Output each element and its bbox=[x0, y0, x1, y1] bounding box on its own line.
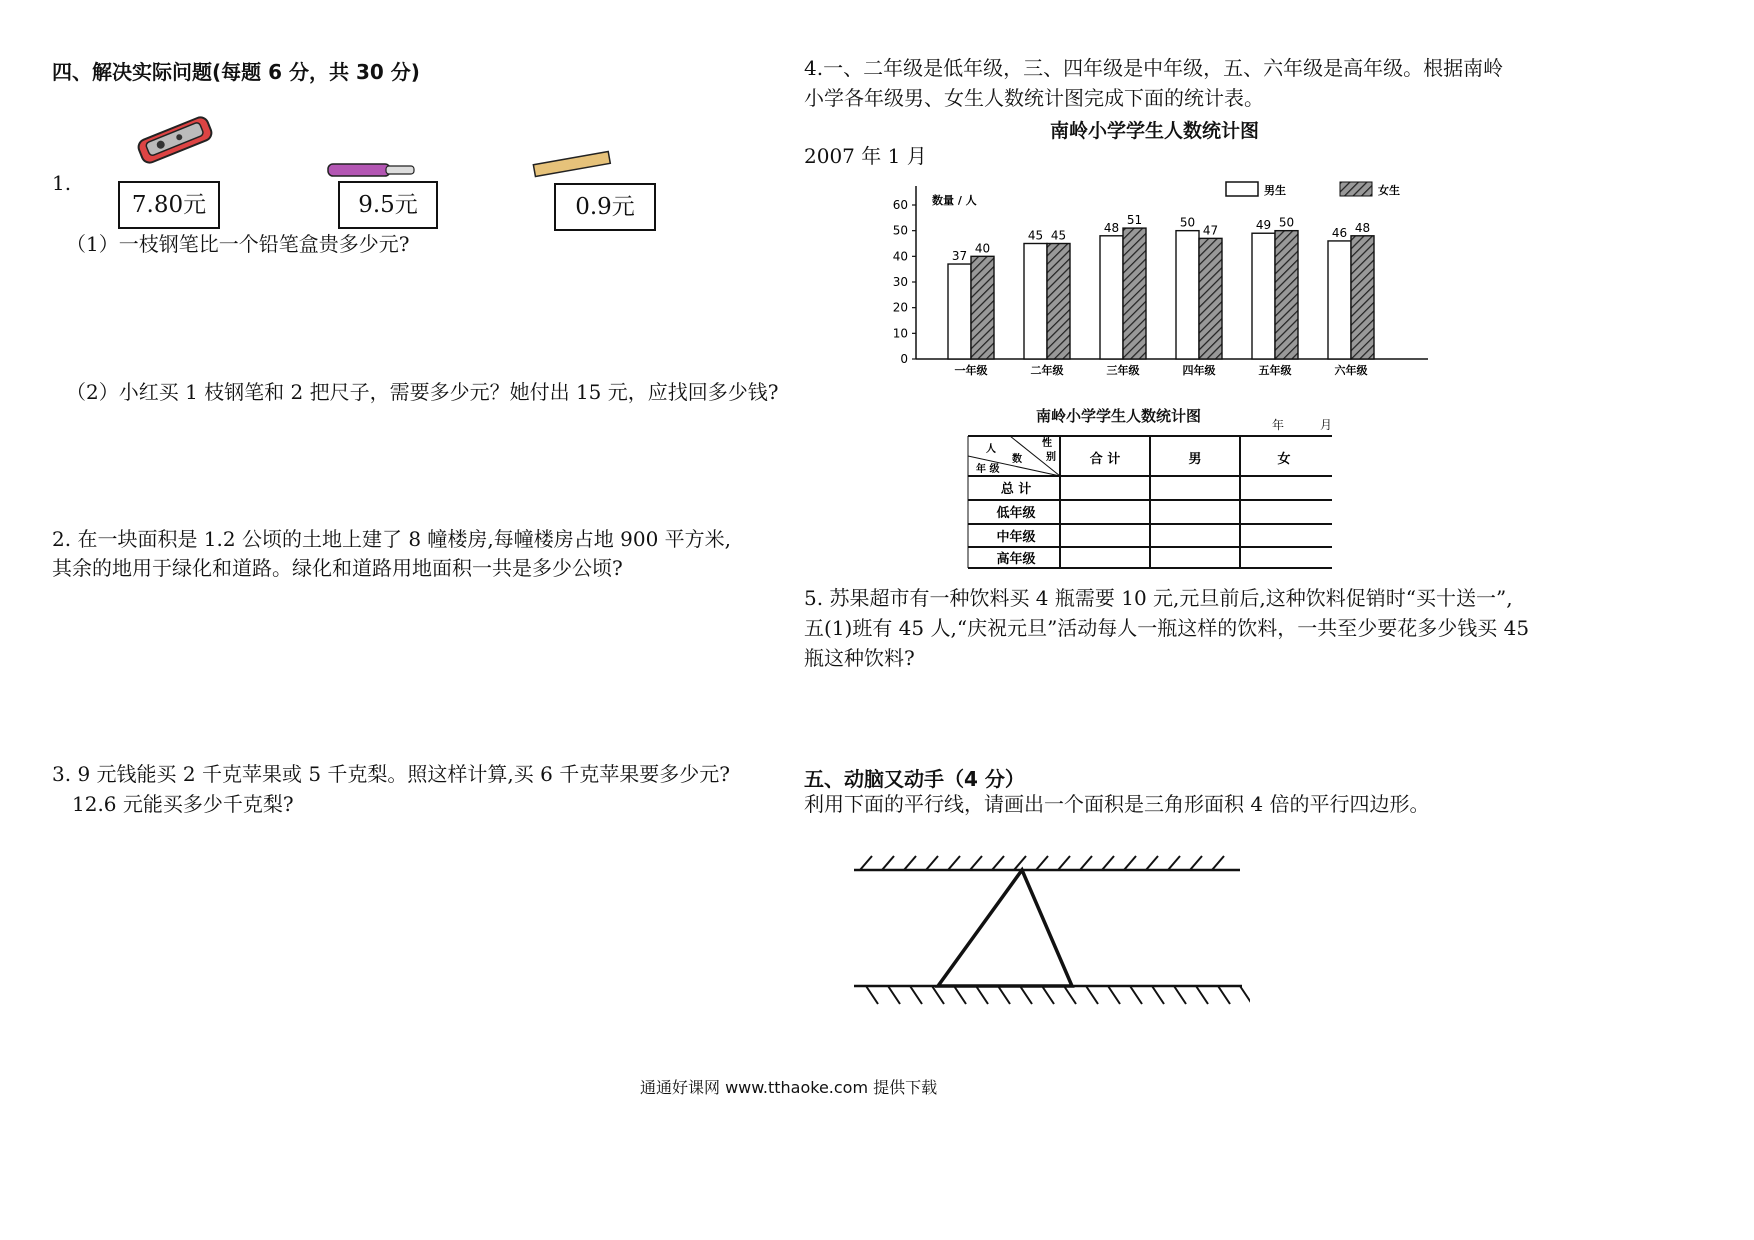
q3-line1: 3. 9 元钱能买 2 千克苹果或 5 千克梨。照这样计算,买 6 千克苹果要多少元? bbox=[52, 762, 730, 786]
bar-male-5 bbox=[1252, 233, 1275, 359]
price-pen: 9.5元 bbox=[338, 181, 438, 229]
bar-value-label: 40 bbox=[974, 241, 991, 256]
chart-date: 2007 年 1 月 bbox=[804, 144, 927, 168]
legend-female-label: 女生 bbox=[1378, 184, 1400, 197]
student-count-chart bbox=[880, 176, 1440, 382]
q3-line2: 12.6 元能买多少千克梨? bbox=[72, 792, 294, 816]
bar-value-label: 48 bbox=[1103, 220, 1120, 235]
ruler-icon bbox=[530, 150, 614, 180]
pen-icon bbox=[324, 158, 418, 182]
bar-value-label: 45 bbox=[1050, 228, 1067, 243]
bar-female-6 bbox=[1351, 236, 1374, 359]
q5-line2: 五(1)班有 45 人,“庆祝元旦”活动每人一瓶这样的饮料，一共至少要花多少钱买 45 bbox=[804, 616, 1530, 640]
q4-line2: 小学各年级男、女生人数统计图完成下面的统计表。 bbox=[804, 86, 1264, 110]
corner-xing: 性 bbox=[1042, 438, 1052, 449]
x-category-label: 五年级 bbox=[1258, 364, 1292, 377]
q2-line1: 2. 在一块面积是 1.2 公顷的土地上建了 8 幢楼房,每幢楼房占地 900 平方米, bbox=[52, 527, 732, 551]
legend-male-label: 男生 bbox=[1264, 184, 1286, 197]
x-category-label: 一年级 bbox=[954, 364, 988, 377]
bar-female-3 bbox=[1123, 228, 1146, 359]
row-mid-grade: 中年级 bbox=[996, 530, 1036, 545]
x-category-label: 四年级 bbox=[1182, 364, 1216, 377]
y-tick-label: 20 bbox=[892, 300, 908, 315]
statistics-table bbox=[966, 434, 1334, 570]
bar-male-3 bbox=[1100, 236, 1123, 359]
bar-value-label: 50 bbox=[1278, 215, 1295, 230]
corner-nianji: 年 级 bbox=[976, 464, 1000, 475]
header-male: 男 bbox=[1188, 452, 1202, 467]
bar-value-label: 51 bbox=[1126, 213, 1143, 228]
bar-value-label: 46 bbox=[1331, 225, 1348, 240]
bar-value-label: 47 bbox=[1202, 223, 1219, 238]
header-female: 女 bbox=[1277, 452, 1291, 467]
row-high-grade: 高年级 bbox=[996, 552, 1036, 567]
y-tick-label: 40 bbox=[892, 249, 908, 264]
pencil-case-icon bbox=[130, 108, 220, 170]
bar-female-1 bbox=[971, 256, 994, 359]
q2-line2: 其余的地用于绿化和道路。绿化和道路用地面积一共是多少公顷? bbox=[52, 556, 623, 580]
bar-male-4 bbox=[1176, 231, 1199, 359]
q5-line1: 5. 苏果超市有一种饮料买 4 瓶需要 10 元,元旦前后,这种饮料促销时“买十送一”, bbox=[804, 586, 1513, 610]
table-title: 南岭小学学生人数统计图 bbox=[1036, 407, 1202, 425]
bar-female-2 bbox=[1047, 244, 1070, 360]
y-axis-label: 数量 / 人 bbox=[932, 194, 977, 207]
bar-value-label: 48 bbox=[1354, 220, 1371, 235]
price-ruler: 0.9元 bbox=[554, 183, 656, 231]
section-four-title: 四、解决实际问题(每题 6 分，共 30 分) bbox=[52, 60, 420, 84]
q1-sub1: （1）一枝钢笔比一个铅笔盒贵多少元? bbox=[66, 232, 410, 256]
parallel-lines-figure bbox=[850, 850, 1250, 1010]
table-month: 月 bbox=[1320, 418, 1333, 432]
corner-bie: 别 bbox=[1046, 452, 1056, 463]
bar-male-6 bbox=[1328, 241, 1351, 359]
legend-male-swatch bbox=[1226, 182, 1258, 196]
x-category-label: 三年级 bbox=[1106, 364, 1140, 377]
bar-female-5 bbox=[1275, 231, 1298, 359]
section-five-title: 五、动脑又动手（4 分） bbox=[804, 767, 1025, 791]
section-five-text: 利用下面的平行线，请画出一个面积是三角形面积 4 倍的平行四边形。 bbox=[804, 792, 1430, 816]
header-total: 合 计 bbox=[1089, 452, 1121, 467]
legend-female-swatch bbox=[1340, 182, 1372, 196]
q4-line1: 4.一、二年级是低年级，三、四年级是中年级，五、六年级是高年级。根据南岭 bbox=[804, 56, 1504, 80]
corner-ren: 人 bbox=[986, 444, 996, 455]
bar-value-label: 45 bbox=[1027, 228, 1044, 243]
y-tick-label: 0 bbox=[900, 352, 908, 366]
q1-sub2: （2）小红买 1 枝钢笔和 2 把尺子，需要多少元？她付出 15 元，应找回多少钱? bbox=[66, 380, 779, 404]
bar-value-label: 37 bbox=[951, 249, 968, 264]
y-tick-label: 30 bbox=[892, 275, 908, 289]
bar-value-label: 50 bbox=[1179, 215, 1196, 230]
y-tick-label: 60 bbox=[892, 198, 908, 212]
bar-female-4 bbox=[1199, 238, 1222, 359]
q1-number: 1. bbox=[52, 171, 72, 195]
corner-shu: 数 bbox=[1012, 454, 1022, 465]
row-low-grade: 低年级 bbox=[996, 506, 1036, 521]
price-pencil-case: 7.80元 bbox=[118, 181, 220, 229]
triangle bbox=[938, 870, 1072, 986]
q5-line3: 瓶这种饮料? bbox=[804, 646, 915, 670]
footer-text: 通通好课网 www.tthaoke.com 提供下载 bbox=[640, 1078, 938, 1097]
bar-male-1 bbox=[948, 264, 971, 359]
chart-title: 南岭小学学生人数统计图 bbox=[1050, 120, 1260, 142]
bar-value-label: 49 bbox=[1255, 218, 1272, 233]
bar-male-2 bbox=[1024, 244, 1047, 360]
x-category-label: 二年级 bbox=[1030, 364, 1064, 377]
table-year: 年 bbox=[1272, 418, 1285, 432]
x-category-label: 六年级 bbox=[1334, 364, 1368, 377]
y-tick-label: 10 bbox=[892, 326, 908, 341]
row-total: 总 计 bbox=[1000, 482, 1032, 497]
y-tick-label: 50 bbox=[892, 223, 908, 238]
